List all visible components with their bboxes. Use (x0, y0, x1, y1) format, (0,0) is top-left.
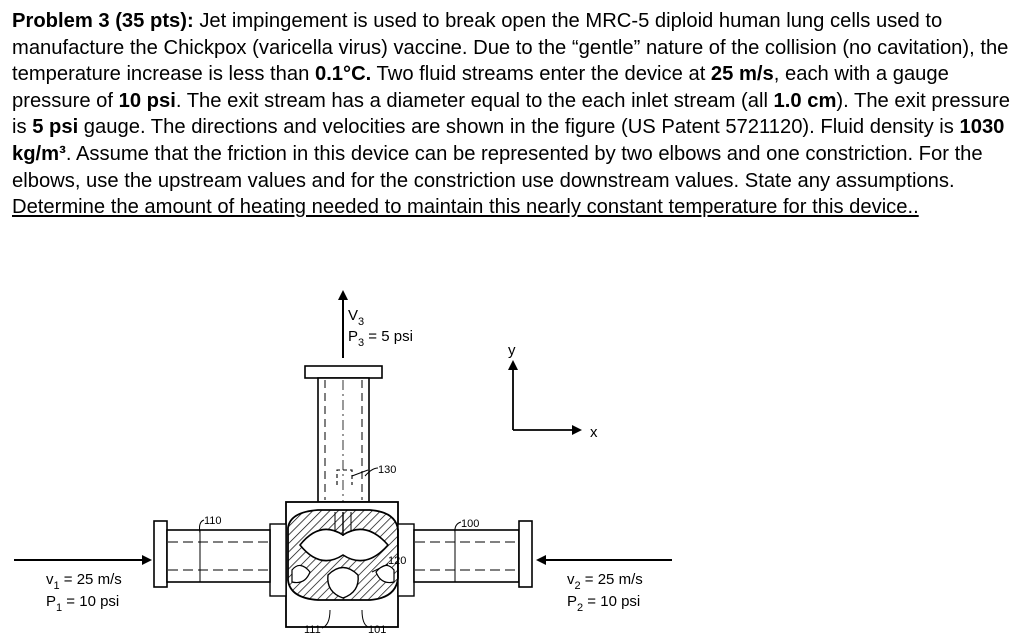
x-axis-label: x (590, 424, 598, 441)
jet-impingement-figure (0, 280, 1024, 644)
ref-111: 111 (304, 624, 321, 636)
right-inlet-pipe (414, 530, 519, 582)
v2-label: $v_2 = 25$ m/s (567, 571, 643, 592)
ref-110: 110 (204, 515, 222, 527)
outlet-flange (305, 366, 382, 378)
p3-label: $P_3 = 5$ psi (348, 328, 413, 349)
right-inlet-flange (519, 521, 532, 587)
problem-text-4: . The exit stream has a diameter equal to the each inlet stream (all (175, 89, 774, 112)
velocity-value: 25 m/s (710, 63, 774, 86)
task-statement: Determine the amount of heating needed to maintain this nearly constant temperature for this device.. (12, 196, 919, 219)
outlet-tube (318, 378, 369, 502)
problem-title: Problem 3 (35 pts): (12, 10, 194, 32)
density-value: 1030 kg/m³ (12, 116, 1005, 165)
p1-label: $P_1 = 10$ psi (46, 593, 120, 614)
p2-label: $P_2 = 10$ psi (567, 593, 641, 614)
problem-text-6: gauge. The directions and velocities are shown in the figure (US Patent 5721120). Fluid density is (78, 116, 960, 139)
ref-120: 120 (388, 555, 407, 567)
inlet-pressure-value: 10 psi (118, 89, 176, 112)
problem-statement (12, 8, 1012, 221)
v1-label: $v_1 = 25$ m/s (46, 571, 122, 592)
problem-text-1: Jet impingement is used to break open the MRC-5 diploid human lung cells used to manufacture the Chickpox (varicella virus) vaccine. Due to the “gentle” nature of the collision (no cavitation), the temperature increase is less than (12, 10, 1009, 86)
y-axis-label: y (508, 342, 516, 359)
temperature-value: 0.1°C. (314, 63, 372, 86)
ref-130: 130 (378, 464, 397, 476)
diameter-value: 1.0 cm (773, 89, 837, 112)
problem-text-2: Two fluid streams enter the device at (371, 63, 711, 86)
problem-text-5: ). The exit pressure is (12, 89, 1010, 139)
left-inlet-pipe (167, 530, 270, 582)
exit-pressure-value: 5 psi (32, 116, 79, 139)
problem-text-3: , each with a gauge pressure of (12, 63, 949, 112)
ref-100: 100 (461, 518, 480, 530)
v3-label: $V_3$ (348, 307, 365, 328)
left-inlet-flange (154, 521, 167, 587)
ref-101: 101 (368, 624, 387, 636)
problem-text-7: . Assume that the friction in this device can be represented by two elbows and one constriction. For the elbows, use the upstream values and for the constriction use downstream values. State any assumptions. (12, 142, 983, 192)
